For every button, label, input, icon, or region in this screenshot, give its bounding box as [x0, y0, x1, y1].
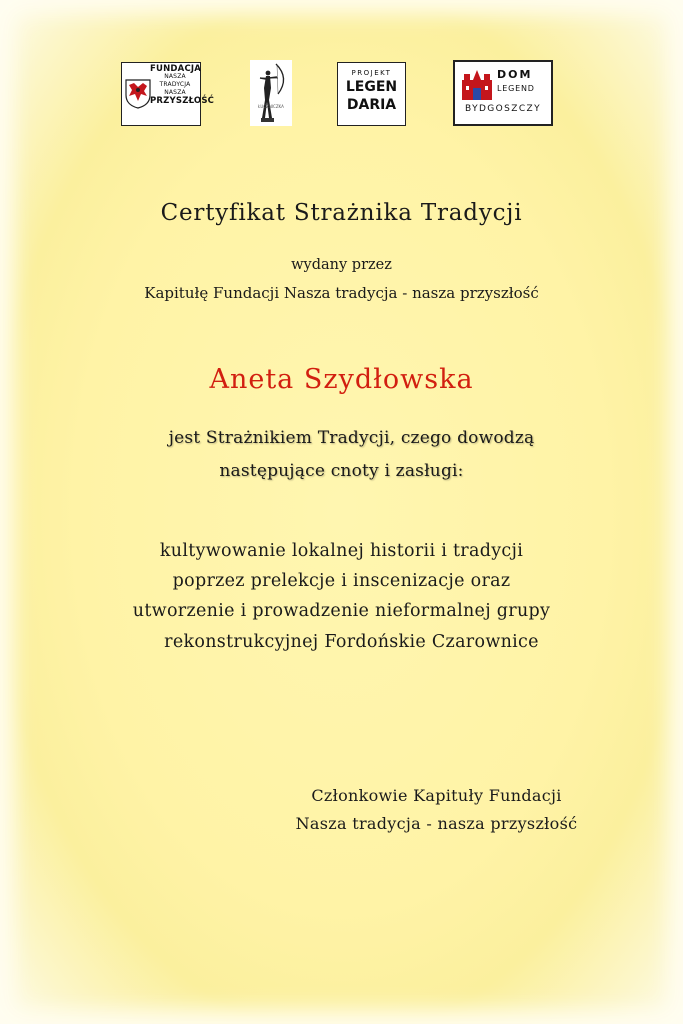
statement-line-2: następujące cnoty i zasługi:	[219, 461, 464, 481]
castle-icon	[460, 68, 494, 102]
fundacja-logo	[121, 62, 215, 126]
logo-text-nasza: NASZA	[164, 73, 186, 80]
logo-text-bydgoszczy: BYDGOSZCZY	[465, 104, 541, 114]
logo-text-lucznicka: ŁUCZNICZKA	[258, 104, 284, 109]
lucznicka-logo	[250, 60, 292, 126]
logo-text-nasza-2: NASZA	[164, 89, 186, 96]
issued-by: wydany przez	[291, 257, 392, 273]
logo-text-daria: DARIA	[346, 97, 397, 113]
merit-line: poprzez prelekcje i inscenizacje oraz	[172, 571, 511, 591]
logo-text-dom: DOM	[497, 68, 533, 81]
coat-of-arms-icon	[125, 79, 151, 109]
merit-line: rekonstrukcyjnej Fordońskie Czarownice	[164, 632, 539, 652]
projekt-legendaria-logo	[337, 62, 406, 126]
logo-text-fundacja: FUNDACJA	[150, 64, 202, 74]
logo-text-legend: LEGEND	[497, 84, 535, 93]
signature-line-2: Nasza tradycja - nasza przyszłość	[295, 814, 578, 833]
signature-line-1: Członkowie Kapituły Fundacji	[311, 786, 562, 805]
logo-text-tradycja: TRADYCJA	[159, 81, 191, 88]
dom-legend-logo	[453, 60, 553, 126]
issuing-chapter: Kapitułę Fundacji Nasza tradycja - nasza przyszłość	[144, 284, 539, 302]
recipient-name: Aneta Szydłowska	[209, 364, 474, 395]
archer-statue-icon	[250, 60, 292, 126]
logo-text-projekt: PROJEKT	[351, 69, 392, 77]
merit-line: kultywowanie lokalnej historii i tradycji	[159, 541, 524, 561]
logo-text-legen: LEGEN	[345, 79, 398, 95]
logo-text-przyszlosc: PRZYSZŁOŚĆ	[150, 96, 215, 106]
statement-line-1: jest Strażnikiem Tradycji, czego dowodzą	[168, 428, 535, 448]
logo-row	[0, 58, 683, 128]
merit-line: utworzenie i prowadzenie nieformalnej grupy	[132, 601, 551, 621]
certificate-title: Certyfikat Strażnika Tradycji	[160, 200, 523, 226]
